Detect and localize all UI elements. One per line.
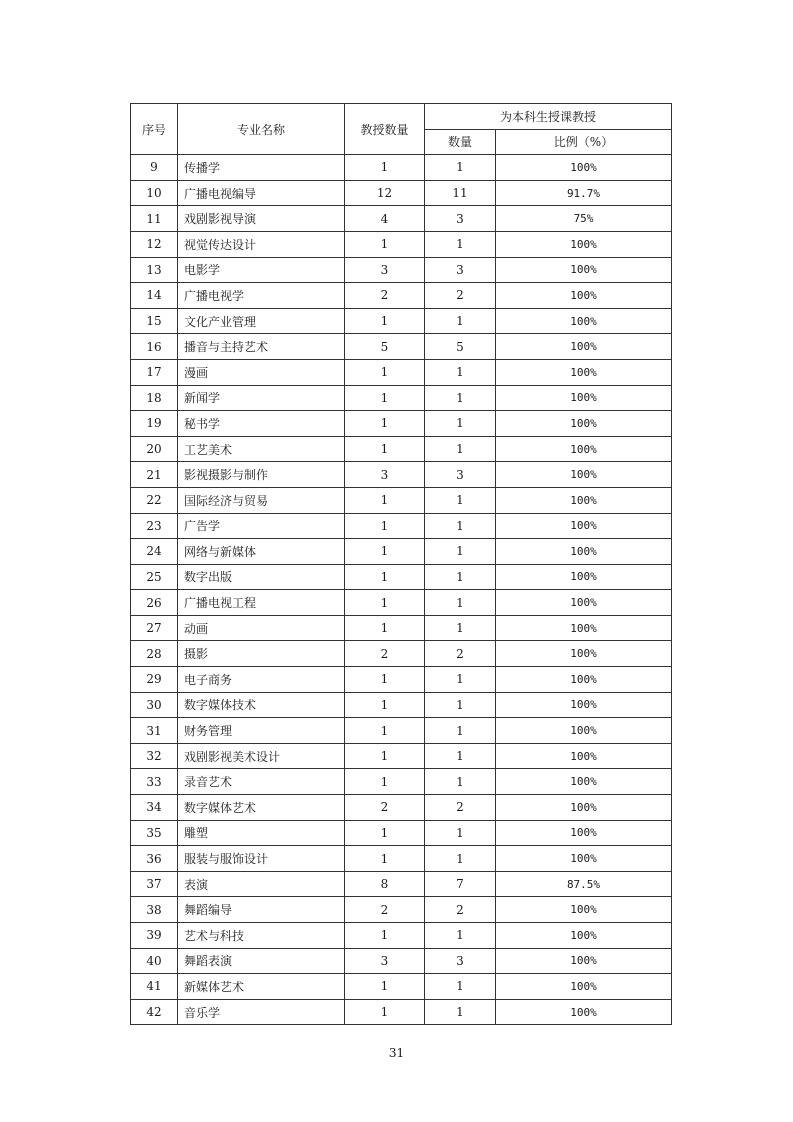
cell-serial-number: 27 — [131, 615, 178, 641]
cell-serial-number: 21 — [131, 462, 178, 488]
cell-teaching-ratio: 100% — [496, 641, 672, 667]
cell-teaching-ratio: 100% — [496, 257, 672, 283]
cell-serial-number: 22 — [131, 487, 178, 513]
cell-professor-count: 3 — [345, 257, 425, 283]
cell-serial-number: 42 — [131, 999, 178, 1025]
header-undergrad-teaching-group: 为本科生授课教授 — [425, 104, 672, 130]
cell-teaching-ratio: 100% — [496, 999, 672, 1025]
cell-major-name: 舞蹈编导 — [178, 897, 345, 923]
cell-major-name: 漫画 — [178, 359, 345, 385]
table-row — [131, 155, 672, 181]
table-row — [131, 871, 672, 897]
cell-professor-count: 1 — [345, 820, 425, 846]
cell-teaching-count: 7 — [425, 871, 496, 897]
cell-professor-count: 1 — [345, 539, 425, 565]
cell-teaching-count: 1 — [425, 846, 496, 872]
cell-major-name: 播音与主持艺术 — [178, 334, 345, 360]
cell-teaching-count: 1 — [425, 743, 496, 769]
table-row — [131, 743, 672, 769]
cell-serial-number: 18 — [131, 385, 178, 411]
cell-major-name: 广告学 — [178, 513, 345, 539]
cell-teaching-count: 1 — [425, 923, 496, 949]
professor-teaching-table — [130, 103, 672, 1025]
cell-major-name: 国际经济与贸易 — [178, 487, 345, 513]
cell-major-name: 电影学 — [178, 257, 345, 283]
cell-teaching-count: 1 — [425, 385, 496, 411]
cell-teaching-ratio: 100% — [496, 923, 672, 949]
table-row — [131, 692, 672, 718]
cell-serial-number: 37 — [131, 871, 178, 897]
cell-teaching-count: 1 — [425, 974, 496, 1000]
table-row — [131, 411, 672, 437]
cell-major-name: 戏剧影视美术设计 — [178, 743, 345, 769]
table-row — [131, 615, 672, 641]
professor-teaching-table-container — [130, 103, 671, 1025]
table-row — [131, 820, 672, 846]
header-teaching-count: 数量 — [425, 129, 496, 155]
cell-major-name: 动画 — [178, 615, 345, 641]
cell-professor-count: 1 — [345, 692, 425, 718]
cell-serial-number: 25 — [131, 564, 178, 590]
cell-teaching-count: 3 — [425, 462, 496, 488]
cell-teaching-ratio: 100% — [496, 615, 672, 641]
table-row — [131, 385, 672, 411]
table-header — [131, 104, 672, 155]
cell-serial-number: 19 — [131, 411, 178, 437]
cell-professor-count: 1 — [345, 590, 425, 616]
cell-teaching-count: 1 — [425, 436, 496, 462]
table-row — [131, 974, 672, 1000]
cell-teaching-count: 1 — [425, 769, 496, 795]
cell-teaching-count: 1 — [425, 692, 496, 718]
cell-professor-count: 1 — [345, 999, 425, 1025]
cell-professor-count: 1 — [345, 385, 425, 411]
table-row — [131, 769, 672, 795]
table-row — [131, 231, 672, 257]
table-row — [131, 718, 672, 744]
cell-professor-count: 1 — [345, 667, 425, 693]
cell-teaching-ratio: 91.7% — [496, 180, 672, 206]
cell-teaching-count: 1 — [425, 667, 496, 693]
table-row — [131, 564, 672, 590]
cell-teaching-ratio: 100% — [496, 743, 672, 769]
cell-professor-count: 1 — [345, 359, 425, 385]
cell-major-name: 广播电视编导 — [178, 180, 345, 206]
cell-major-name: 秘书学 — [178, 411, 345, 437]
table-row — [131, 539, 672, 565]
cell-major-name: 电子商务 — [178, 667, 345, 693]
cell-major-name: 数字媒体艺术 — [178, 795, 345, 821]
cell-teaching-ratio: 100% — [496, 487, 672, 513]
page-number: 31 — [388, 1046, 405, 1060]
cell-major-name: 传播学 — [178, 155, 345, 181]
cell-professor-count: 8 — [345, 871, 425, 897]
table-row — [131, 923, 672, 949]
table-row — [131, 206, 672, 232]
cell-major-name: 新闻学 — [178, 385, 345, 411]
cell-major-name: 财务管理 — [178, 718, 345, 744]
table-body — [131, 155, 672, 1025]
cell-serial-number: 9 — [131, 155, 178, 181]
cell-teaching-count: 1 — [425, 411, 496, 437]
cell-professor-count: 1 — [345, 974, 425, 1000]
cell-teaching-count: 2 — [425, 641, 496, 667]
cell-teaching-ratio: 100% — [496, 590, 672, 616]
cell-teaching-count: 2 — [425, 897, 496, 923]
cell-serial-number: 28 — [131, 641, 178, 667]
cell-teaching-ratio: 100% — [496, 155, 672, 181]
header-teaching-ratio: 比例（%） — [496, 129, 672, 155]
cell-serial-number: 32 — [131, 743, 178, 769]
cell-teaching-ratio: 100% — [496, 564, 672, 590]
cell-professor-count: 1 — [345, 308, 425, 334]
cell-serial-number: 30 — [131, 692, 178, 718]
cell-major-name: 表演 — [178, 871, 345, 897]
cell-professor-count: 1 — [345, 411, 425, 437]
cell-professor-count: 1 — [345, 923, 425, 949]
cell-teaching-count: 1 — [425, 539, 496, 565]
cell-major-name: 戏剧影视导演 — [178, 206, 345, 232]
cell-professor-count: 1 — [345, 769, 425, 795]
cell-teaching-ratio: 100% — [496, 359, 672, 385]
cell-serial-number: 17 — [131, 359, 178, 385]
cell-major-name: 工艺美术 — [178, 436, 345, 462]
cell-teaching-ratio: 100% — [496, 411, 672, 437]
cell-professor-count: 1 — [345, 231, 425, 257]
cell-serial-number: 11 — [131, 206, 178, 232]
cell-teaching-ratio: 100% — [496, 846, 672, 872]
header-professor-count: 教授数量 — [345, 104, 425, 155]
cell-major-name: 雕塑 — [178, 820, 345, 846]
cell-teaching-ratio: 100% — [496, 820, 672, 846]
cell-teaching-ratio: 100% — [496, 231, 672, 257]
cell-teaching-ratio: 100% — [496, 462, 672, 488]
cell-major-name: 影视摄影与制作 — [178, 462, 345, 488]
table-row — [131, 487, 672, 513]
cell-major-name: 文化产业管理 — [178, 308, 345, 334]
cell-major-name: 艺术与科技 — [178, 923, 345, 949]
cell-serial-number: 38 — [131, 897, 178, 923]
cell-serial-number: 13 — [131, 257, 178, 283]
table-row — [131, 795, 672, 821]
cell-professor-count: 2 — [345, 897, 425, 923]
cell-teaching-ratio: 100% — [496, 539, 672, 565]
cell-teaching-count: 3 — [425, 257, 496, 283]
cell-serial-number: 14 — [131, 283, 178, 309]
cell-major-name: 数字出版 — [178, 564, 345, 590]
cell-professor-count: 1 — [345, 487, 425, 513]
cell-teaching-ratio: 100% — [496, 948, 672, 974]
cell-major-name: 录音艺术 — [178, 769, 345, 795]
cell-professor-count: 1 — [345, 564, 425, 590]
cell-major-name: 网络与新媒体 — [178, 539, 345, 565]
cell-major-name: 广播电视工程 — [178, 590, 345, 616]
cell-teaching-ratio: 100% — [496, 513, 672, 539]
cell-teaching-count: 1 — [425, 564, 496, 590]
cell-serial-number: 41 — [131, 974, 178, 1000]
cell-teaching-ratio: 100% — [496, 334, 672, 360]
cell-professor-count: 1 — [345, 436, 425, 462]
cell-serial-number: 10 — [131, 180, 178, 206]
cell-professor-count: 1 — [345, 155, 425, 181]
cell-teaching-ratio: 100% — [496, 974, 672, 1000]
cell-serial-number: 31 — [131, 718, 178, 744]
table-row — [131, 641, 672, 667]
table-row — [131, 334, 672, 360]
cell-teaching-count: 1 — [425, 513, 496, 539]
cell-major-name: 广播电视学 — [178, 283, 345, 309]
cell-teaching-count: 2 — [425, 283, 496, 309]
header-serial-number: 序号 — [131, 104, 178, 155]
table-row — [131, 283, 672, 309]
cell-professor-count: 12 — [345, 180, 425, 206]
cell-serial-number: 36 — [131, 846, 178, 872]
cell-serial-number: 34 — [131, 795, 178, 821]
cell-teaching-count: 1 — [425, 308, 496, 334]
cell-teaching-count: 1 — [425, 718, 496, 744]
cell-major-name: 新媒体艺术 — [178, 974, 345, 1000]
cell-serial-number: 29 — [131, 667, 178, 693]
cell-teaching-ratio: 100% — [496, 769, 672, 795]
header-major-name: 专业名称 — [178, 104, 345, 155]
cell-teaching-count: 5 — [425, 334, 496, 360]
cell-teaching-ratio: 100% — [496, 308, 672, 334]
cell-teaching-count: 1 — [425, 487, 496, 513]
table-row — [131, 308, 672, 334]
cell-serial-number: 35 — [131, 820, 178, 846]
cell-teaching-count: 1 — [425, 820, 496, 846]
cell-teaching-ratio: 100% — [496, 897, 672, 923]
cell-serial-number: 24 — [131, 539, 178, 565]
cell-teaching-count: 1 — [425, 999, 496, 1025]
table-row — [131, 359, 672, 385]
table-row — [131, 462, 672, 488]
cell-professor-count: 1 — [345, 513, 425, 539]
cell-professor-count: 1 — [345, 743, 425, 769]
cell-teaching-ratio: 100% — [496, 718, 672, 744]
cell-professor-count: 1 — [345, 615, 425, 641]
cell-serial-number: 16 — [131, 334, 178, 360]
cell-major-name: 音乐学 — [178, 999, 345, 1025]
cell-major-name: 舞蹈表演 — [178, 948, 345, 974]
table-row — [131, 590, 672, 616]
cell-serial-number: 33 — [131, 769, 178, 795]
cell-professor-count: 1 — [345, 846, 425, 872]
cell-professor-count: 4 — [345, 206, 425, 232]
cell-professor-count: 2 — [345, 283, 425, 309]
cell-teaching-ratio: 100% — [496, 436, 672, 462]
cell-teaching-ratio: 87.5% — [496, 871, 672, 897]
cell-teaching-count: 1 — [425, 155, 496, 181]
cell-professor-count: 5 — [345, 334, 425, 360]
table-row — [131, 948, 672, 974]
table-row — [131, 180, 672, 206]
cell-serial-number: 40 — [131, 948, 178, 974]
cell-professor-count: 3 — [345, 948, 425, 974]
cell-major-name: 视觉传达设计 — [178, 231, 345, 257]
cell-teaching-count: 1 — [425, 615, 496, 641]
cell-serial-number: 15 — [131, 308, 178, 334]
cell-teaching-count: 3 — [425, 948, 496, 974]
cell-serial-number: 20 — [131, 436, 178, 462]
cell-professor-count: 2 — [345, 641, 425, 667]
cell-teaching-count: 1 — [425, 590, 496, 616]
cell-major-name: 数字媒体技术 — [178, 692, 345, 718]
table-row — [131, 513, 672, 539]
cell-major-name: 服装与服饰设计 — [178, 846, 345, 872]
cell-teaching-ratio: 100% — [496, 795, 672, 821]
table-row — [131, 897, 672, 923]
cell-serial-number: 23 — [131, 513, 178, 539]
cell-teaching-count: 2 — [425, 795, 496, 821]
cell-teaching-count: 11 — [425, 180, 496, 206]
table-row — [131, 846, 672, 872]
table-row — [131, 667, 672, 693]
table-row — [131, 436, 672, 462]
cell-teaching-ratio: 100% — [496, 283, 672, 309]
cell-professor-count: 3 — [345, 462, 425, 488]
cell-teaching-ratio: 75% — [496, 206, 672, 232]
cell-professor-count: 1 — [345, 718, 425, 744]
cell-teaching-count: 1 — [425, 231, 496, 257]
cell-serial-number: 39 — [131, 923, 178, 949]
cell-teaching-ratio: 100% — [496, 385, 672, 411]
cell-serial-number: 26 — [131, 590, 178, 616]
cell-teaching-ratio: 100% — [496, 692, 672, 718]
table-row — [131, 999, 672, 1025]
table-row — [131, 257, 672, 283]
cell-serial-number: 12 — [131, 231, 178, 257]
cell-teaching-count: 1 — [425, 359, 496, 385]
cell-teaching-ratio: 100% — [496, 667, 672, 693]
cell-major-name: 摄影 — [178, 641, 345, 667]
cell-teaching-count: 3 — [425, 206, 496, 232]
cell-professor-count: 2 — [345, 795, 425, 821]
